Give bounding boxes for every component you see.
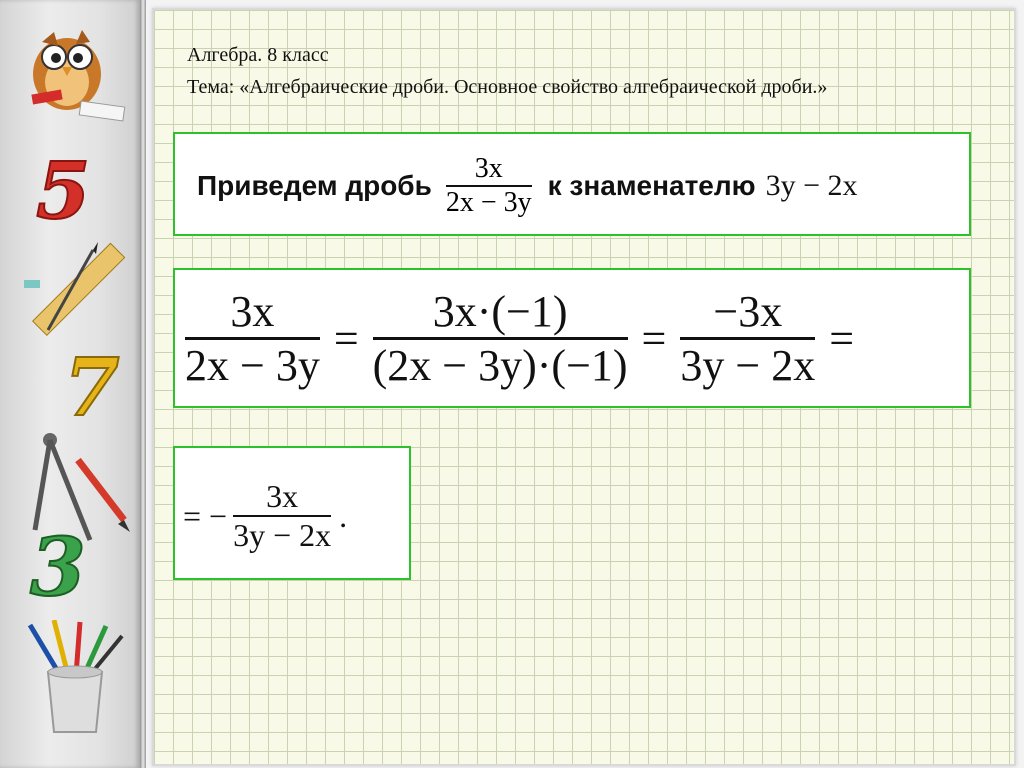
task-fraction-denominator: 2x − 3y — [445, 187, 532, 218]
chain-fraction-2-numerator: 3x·(−1) — [432, 286, 568, 336]
owl-mascot-icon — [12, 12, 132, 122]
chain-fraction-3-numerator: −3x — [713, 286, 783, 336]
svg-text:5: 5 — [36, 150, 91, 230]
ruler-pencil-icon — [18, 240, 128, 350]
task-target-denominator: 3y − 2x — [765, 169, 858, 202]
task-fraction — [446, 153, 532, 219]
header-topic: Тема: «Алгебраические дроби. Основное свойство алгебраической дроби.» — [187, 76, 828, 98]
task-box — [173, 132, 971, 236]
chain-fraction-3 — [680, 286, 815, 391]
result-fraction-denominator: 3y − 2x — [233, 517, 332, 553]
chain-fraction-3-denominator: 3y − 2x — [680, 340, 816, 390]
header-title: Алгебра. 8 класс — [187, 44, 329, 66]
result-prefix: = − — [183, 497, 228, 534]
sidebar-divider — [140, 0, 146, 768]
chain-fraction-1-numerator: 3x — [230, 286, 275, 336]
chain-fraction-2 — [373, 286, 628, 391]
task-fraction-numerator: 3x — [474, 153, 503, 184]
chain-fraction-1 — [185, 286, 320, 391]
svg-text:7: 7 — [64, 345, 120, 425]
decor-sidebar — [0, 0, 140, 768]
transformation-box — [173, 268, 971, 408]
result-box — [173, 446, 411, 580]
svg-text:3: 3 — [30, 525, 86, 605]
chain-fraction-2-denominator: (2x − 3y)·(−1) — [372, 340, 628, 390]
chain-fraction-1-denominator: 2x − 3y — [185, 340, 320, 390]
result-period: . — [339, 497, 348, 534]
task-middle-text: к знаменателю — [547, 170, 756, 201]
equals-sign: = — [333, 313, 359, 363]
digit-7-icon — [56, 345, 146, 425]
pencil-cup-icon — [20, 620, 130, 740]
result-fraction — [233, 478, 331, 554]
digit-5-icon — [28, 150, 118, 230]
equals-sign: = — [641, 313, 667, 363]
digit-3-icon — [22, 525, 112, 605]
equals-sign: = — [829, 313, 855, 363]
task-lead-text: Приведем дробь — [197, 170, 432, 201]
result-fraction-numerator: 3x — [266, 478, 299, 514]
